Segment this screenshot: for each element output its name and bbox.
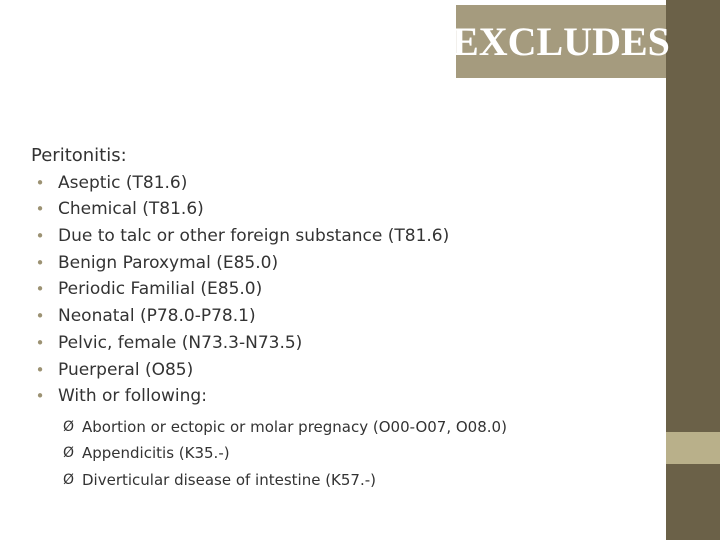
sidebar-accent-block xyxy=(666,432,720,464)
slide-title: EXCLUDES xyxy=(452,19,670,64)
list-item xyxy=(31,303,651,330)
bullet-icon: • xyxy=(35,387,45,406)
list-item-text: Due to talc or other foreign substance (T81.6) xyxy=(58,226,450,247)
arrow-bullet-icon: Ø xyxy=(63,472,75,489)
exclusion-list xyxy=(31,170,651,410)
bullet-icon: • xyxy=(35,307,45,326)
list-item xyxy=(31,196,651,223)
list-item-text: Periodic Familial (E85.0) xyxy=(58,279,263,300)
arrow-bullet-icon: Ø xyxy=(63,418,75,435)
list-item xyxy=(31,250,651,277)
bullet-icon: • xyxy=(35,280,45,299)
list-item-text: Chemical (T81.6) xyxy=(58,199,204,220)
list-item xyxy=(31,330,651,357)
list-item-text: With or following: xyxy=(58,386,207,407)
sub-list xyxy=(31,410,651,494)
bullet-icon: • xyxy=(35,253,45,272)
sub-list-item-text: Appendicitis (K35.-) xyxy=(82,444,230,463)
sub-list-item-text: Diverticular disease of intestine (K57.-) xyxy=(82,471,377,490)
list-item xyxy=(31,170,651,197)
sub-list-item xyxy=(63,440,651,467)
list-item xyxy=(31,383,651,410)
title-banner xyxy=(452,5,670,78)
list-item-text: Puerperal (O85) xyxy=(58,359,194,380)
bullet-icon: • xyxy=(35,360,45,379)
list-item-text: Benign Paroxymal (E85.0) xyxy=(58,252,279,273)
list-item-text: Neonatal (P78.0-P78.1) xyxy=(58,306,256,327)
bullet-icon: • xyxy=(35,333,45,352)
bullet-icon: • xyxy=(35,200,45,219)
slide-content xyxy=(31,143,651,494)
list-item xyxy=(31,357,651,384)
bullet-icon: • xyxy=(35,227,45,246)
sub-list-item xyxy=(63,414,651,441)
list-item-text: Pelvic, female (N73.3-N73.5) xyxy=(58,332,303,353)
bullet-icon: • xyxy=(35,173,45,192)
list-item-text: Aseptic (T81.6) xyxy=(58,172,188,193)
sub-list-item-text: Abortion or ectopic or molar pregnacy (O00-O07, O08.0) xyxy=(82,417,507,436)
list-item xyxy=(31,276,651,303)
section-heading: Peritonitis: xyxy=(31,145,127,166)
arrow-bullet-icon: Ø xyxy=(63,445,75,462)
list-item xyxy=(31,223,651,250)
sub-list-item xyxy=(63,467,651,494)
